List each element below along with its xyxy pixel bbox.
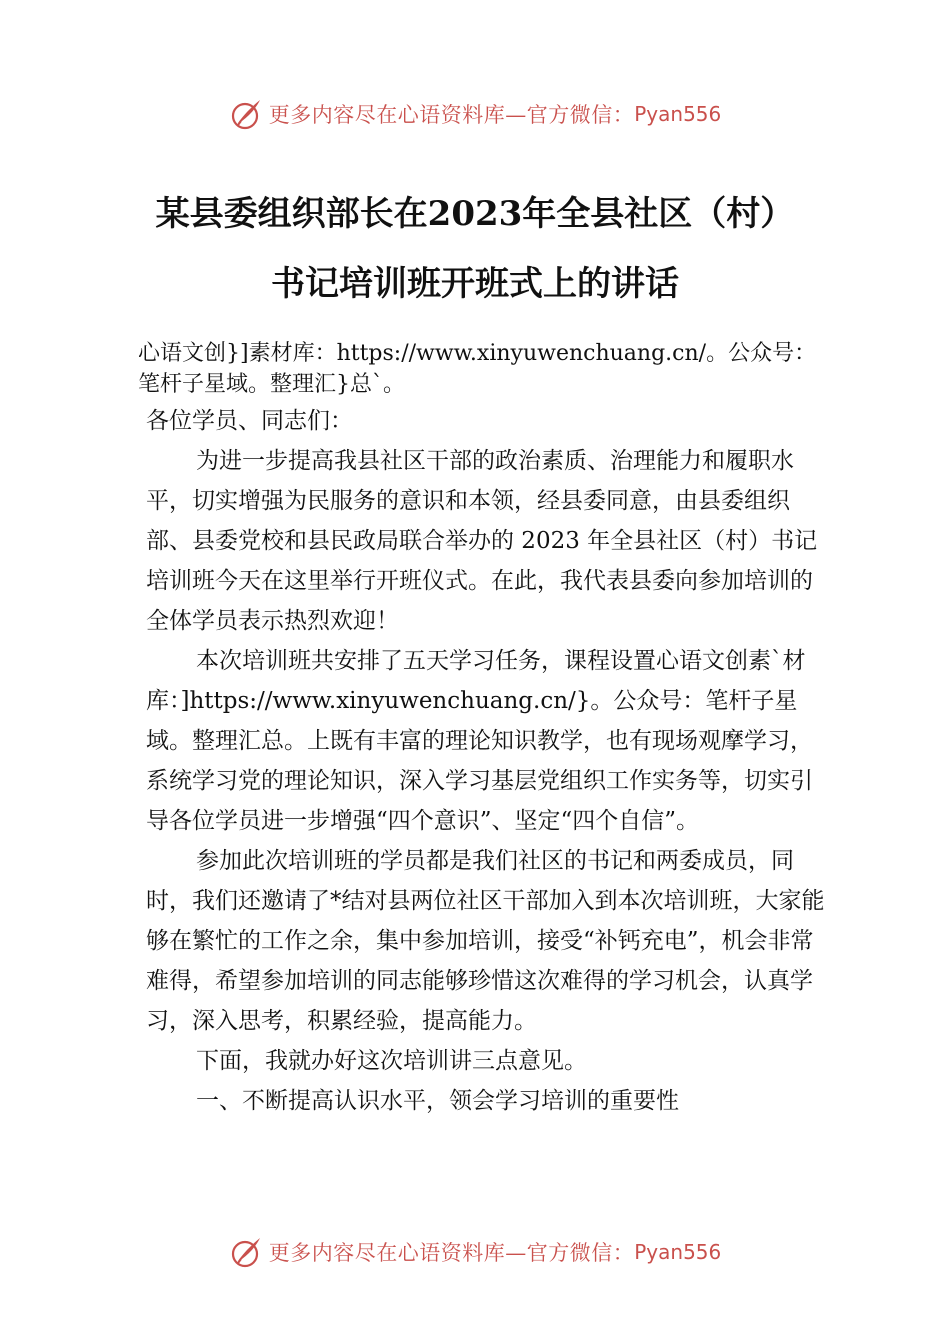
- banner-text: 更多内容尽在心语资料库—官方微信：: [268, 103, 635, 127]
- section-heading: 一、不断提高认识水平，领会学习培训的重要性: [196, 1088, 679, 1114]
- paragraph: 参加此次培训班的学员都是我们社区的书记和两委成员，同时，我们还邀请了*结对县两位社区干部加入到本次培训班，大家能够在繁忙的工作之余，集中参加培训，接受“补钙充电”，机会非常难得，希望参加培训的同志能够珍惜这次难得的学习机会，认真学习，深入思考，积累经验，提高能力。: [146, 848, 825, 1034]
- paragraph: 为进一步提高我县社区干部的政治素质、治理能力和履职水平，切实增强为民服务的意识和本领，经县委同意，由县委组织部、县委党校和县民政局联合举办的 2023 年全县社区（村）书记培训班今天在这里举行开班仪式。在此，我代表县委向参加培训的全体学员表示热烈欢迎！: [146, 448, 818, 634]
- document-body: [138, 338, 828, 1121]
- paragraph: 下面，我就办好这次培训讲三点意见。: [196, 1048, 587, 1074]
- wechat-handle: Pyan556: [634, 102, 722, 126]
- wechat-handle: Pyan556: [634, 1240, 722, 1264]
- bottom-watermark-banner: [0, 1232, 950, 1272]
- top-watermark-banner: [0, 94, 950, 134]
- paragraph: 本次培训班共安排了五天学习任务，课程设置心语文创素`材库：]https://www.xinyuwenchuang.cn/}。公众号：笔杆子星域。整理汇总。上既有丰富的理论知识教学，也有现场观摩学习，系统学习党的理论知识，深入学习基层党组织工作实务等，切实引导各位学员进一步增强“四个意识”、坚定“四个自信”。: [146, 648, 813, 834]
- quill-pen-logo-icon: [229, 96, 265, 132]
- document-title-line-2: 书记培训班开班式上的讲话: [271, 264, 679, 304]
- quill-pen-logo-icon: [229, 1234, 265, 1270]
- document-title-line-1: 某县委组织部长在2023年全县社区（村）: [155, 194, 795, 234]
- banner-text: 更多内容尽在心语资料库—官方微信：: [268, 1241, 635, 1265]
- source-notice: 心语文创}]素材库：https://www.xinyuwenchuang.cn/。公众号：笔杆子星域。整理汇}总`。: [138, 341, 817, 397]
- salutation: 各位学员、同志们：: [146, 408, 353, 434]
